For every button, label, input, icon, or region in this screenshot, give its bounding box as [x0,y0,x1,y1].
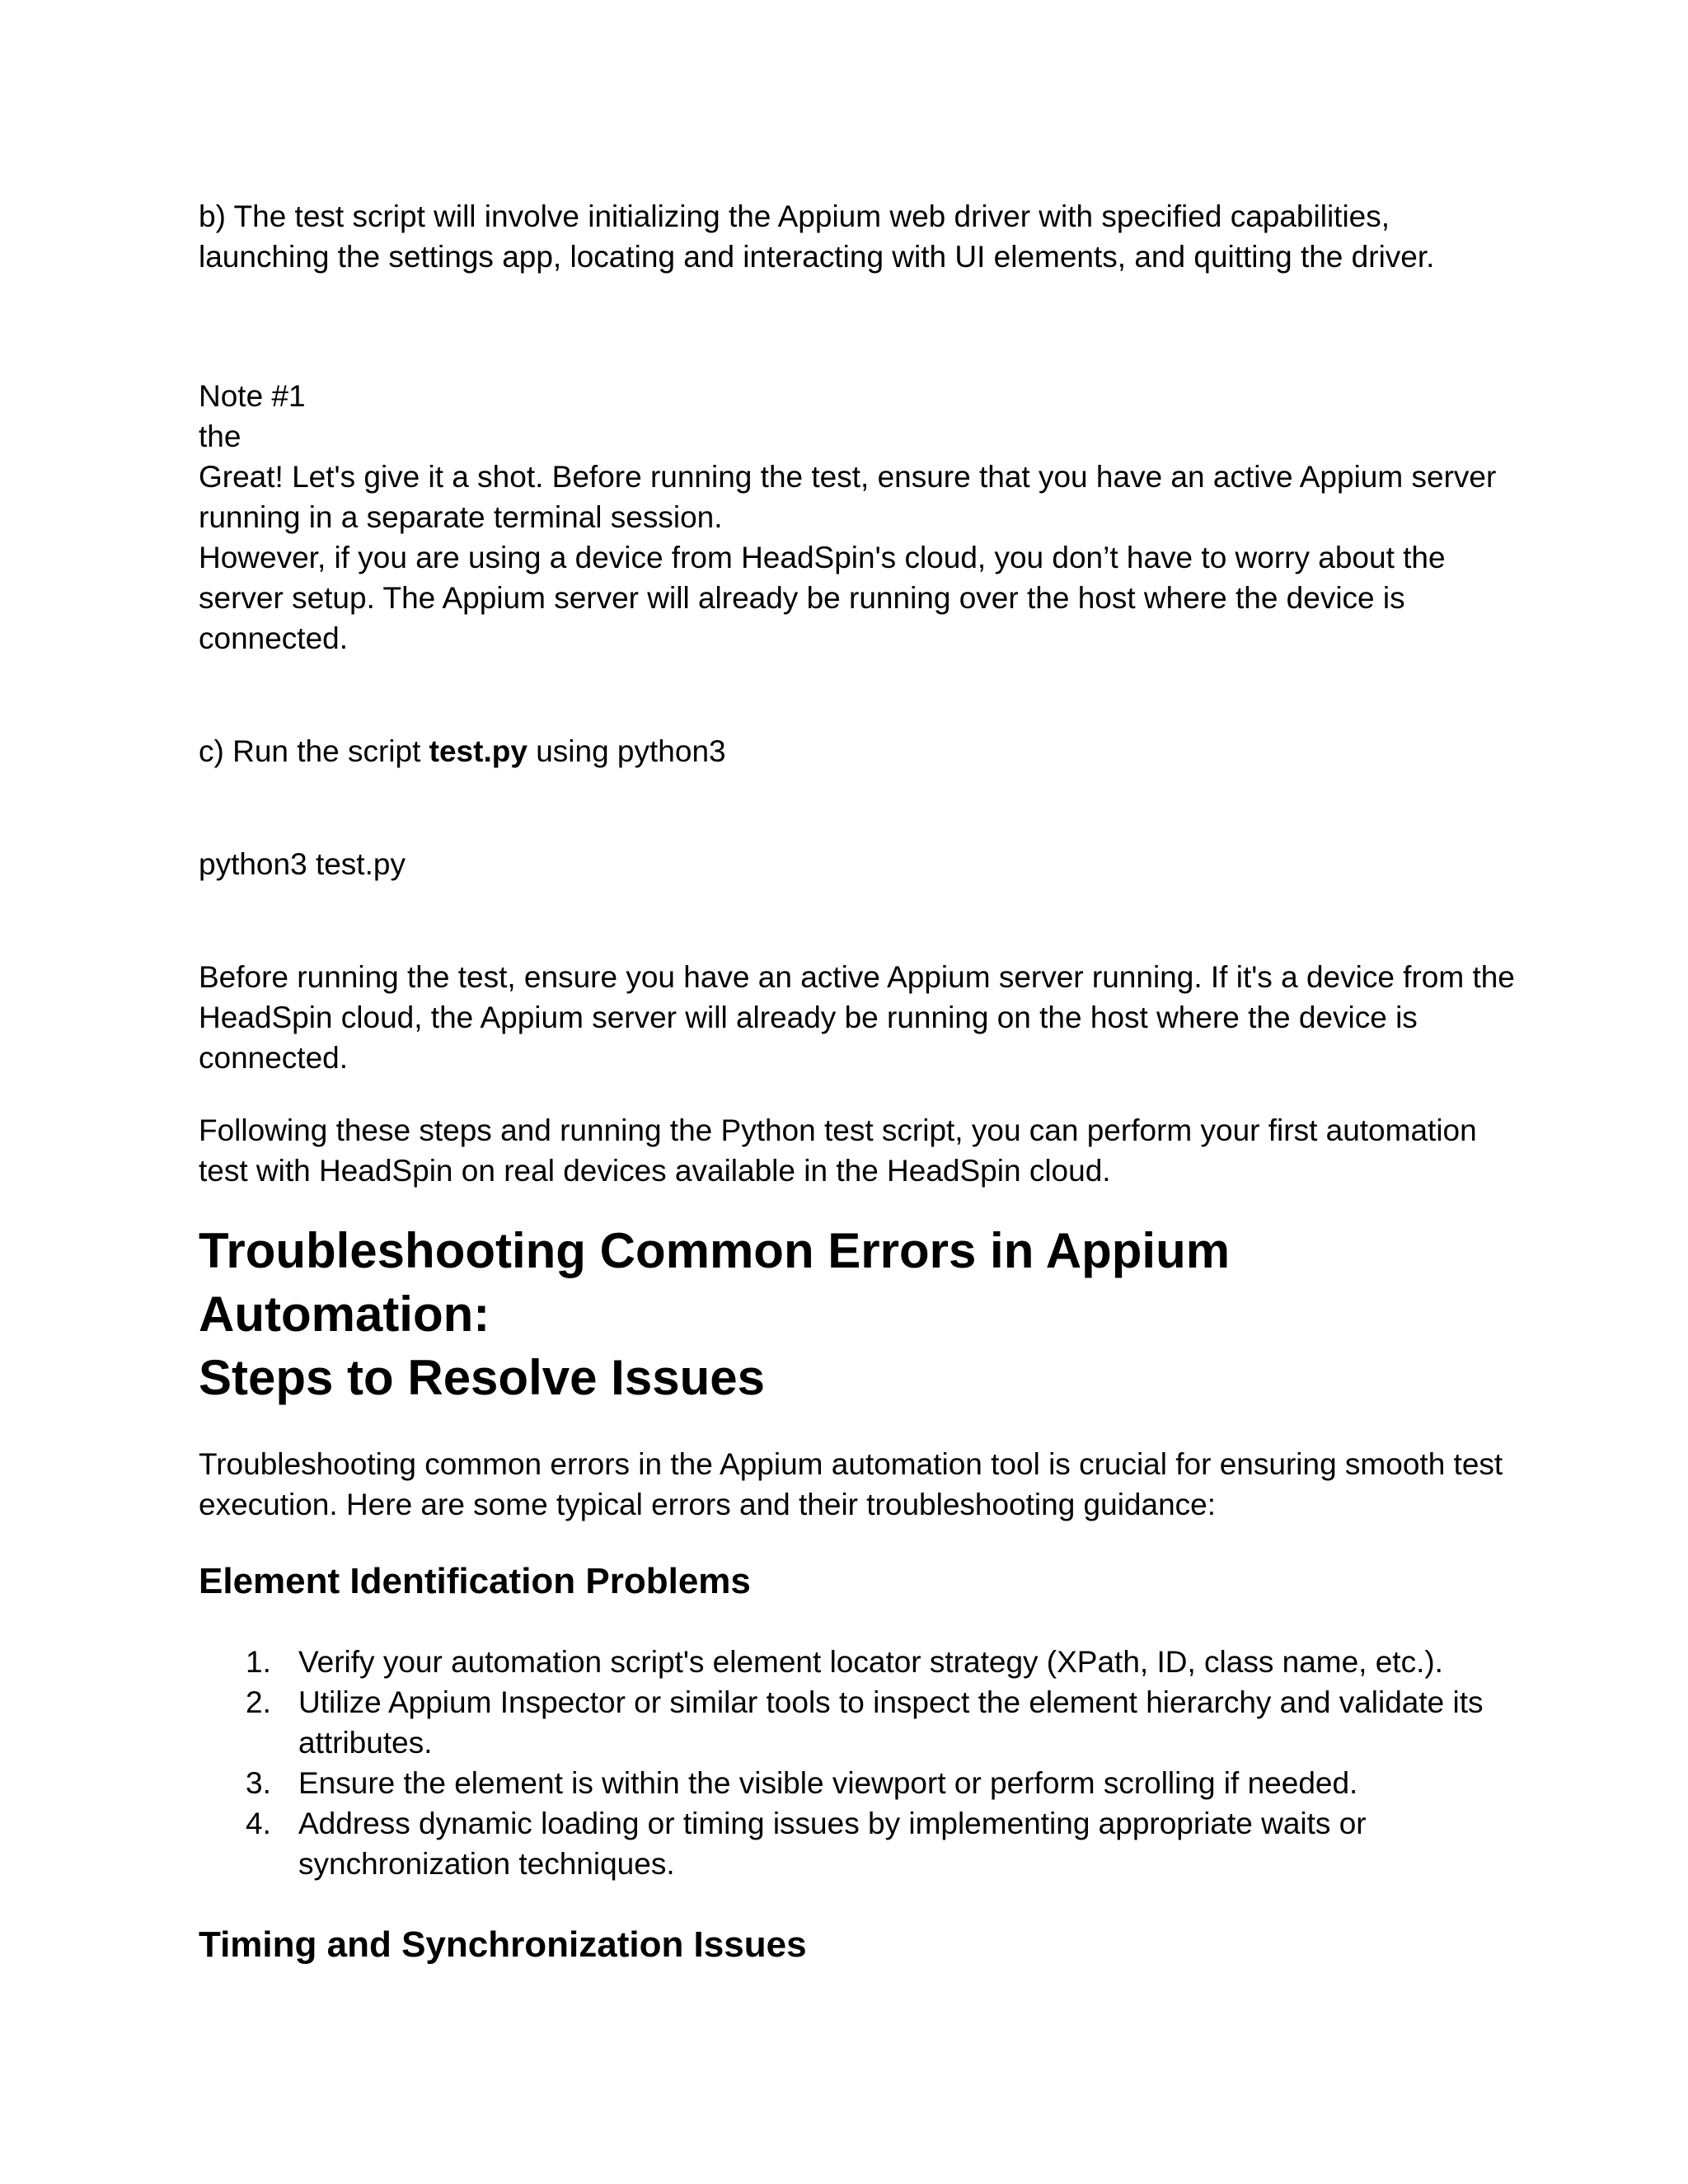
paragraph-following-steps: Following these steps and running the Python test script, you can perform your first automation test with HeadSpin on real devices available in the HeadSpin cloud. [199,1113,1477,1188]
list-item-text: Verify your automation script's element locator strategy (XPath, ID, class name, etc.). [298,1645,1443,1679]
list-item [199,1763,1517,1803]
document-page [199,196,1517,2005]
list-number: 1. [246,1645,271,1679]
list-item [199,1682,1517,1763]
run-prefix: c) Run the script [199,734,429,768]
list-item [199,1803,1517,1884]
main-heading [199,1219,1517,1409]
note-block [199,376,1517,658]
paragraph-run-script [199,731,1517,771]
command-line: python3 test.py [199,847,406,881]
list-number: 4. [246,1807,271,1840]
note-title: Note #1 [199,379,306,413]
note-however: However, if you are using a device from HeadSpin's cloud, you don’t have to worry about the server setup. The Appium server will already be running over the host where the device is connected. [199,541,1446,655]
list-item [199,1642,1517,1682]
note-fragment: the [199,419,241,453]
note-great: Great! Let's give it a shot. Before running the test, ensure that you have an active Appium server running in a separate terminal session. [199,460,1497,534]
list-number: 2. [246,1685,271,1719]
paragraph-before-running: Before running the test, ensure you have an active Appium server running. If it's a device from the HeadSpin cloud, the Appium server will already be running on the host where the device is connected. [199,960,1515,1075]
list-number: 3. [246,1766,271,1800]
list-item-text: Address dynamic loading or timing issues by implementing appropriate waits or synchronization techniques. [298,1807,1367,1881]
list-item-text: Utilize Appium Inspector or similar tools to inspect the element hierarchy and validate its attributes. [298,1685,1484,1760]
list-item-text: Ensure the element is within the visible viewport or perform scrolling if needed. [298,1766,1358,1800]
section-heading-timing-synchronization: Timing and Synchronization Issues [199,1924,807,1965]
main-heading-line1: Troubleshooting Common Errors in Appium Automation: [199,1223,1231,1342]
section-heading-element-identification: Element Identification Problems [199,1561,751,1601]
script-filename: test.py [429,734,528,768]
paragraph-test-script: b) The test script will involve initializing the Appium web driver with specified capabilities, launching the settings app, locating and interacting with UI elements, and quitting the driver. [199,199,1435,274]
intro-paragraph: Troubleshooting common errors in the Appium automation tool is crucial for ensuring smooth test execution. Here are some typical errors and their troubleshooting guidance: [199,1447,1503,1521]
element-identification-list [199,1642,1517,1884]
main-heading-line2: Steps to Resolve Issues [199,1350,765,1405]
run-suffix: using python3 [527,734,726,768]
